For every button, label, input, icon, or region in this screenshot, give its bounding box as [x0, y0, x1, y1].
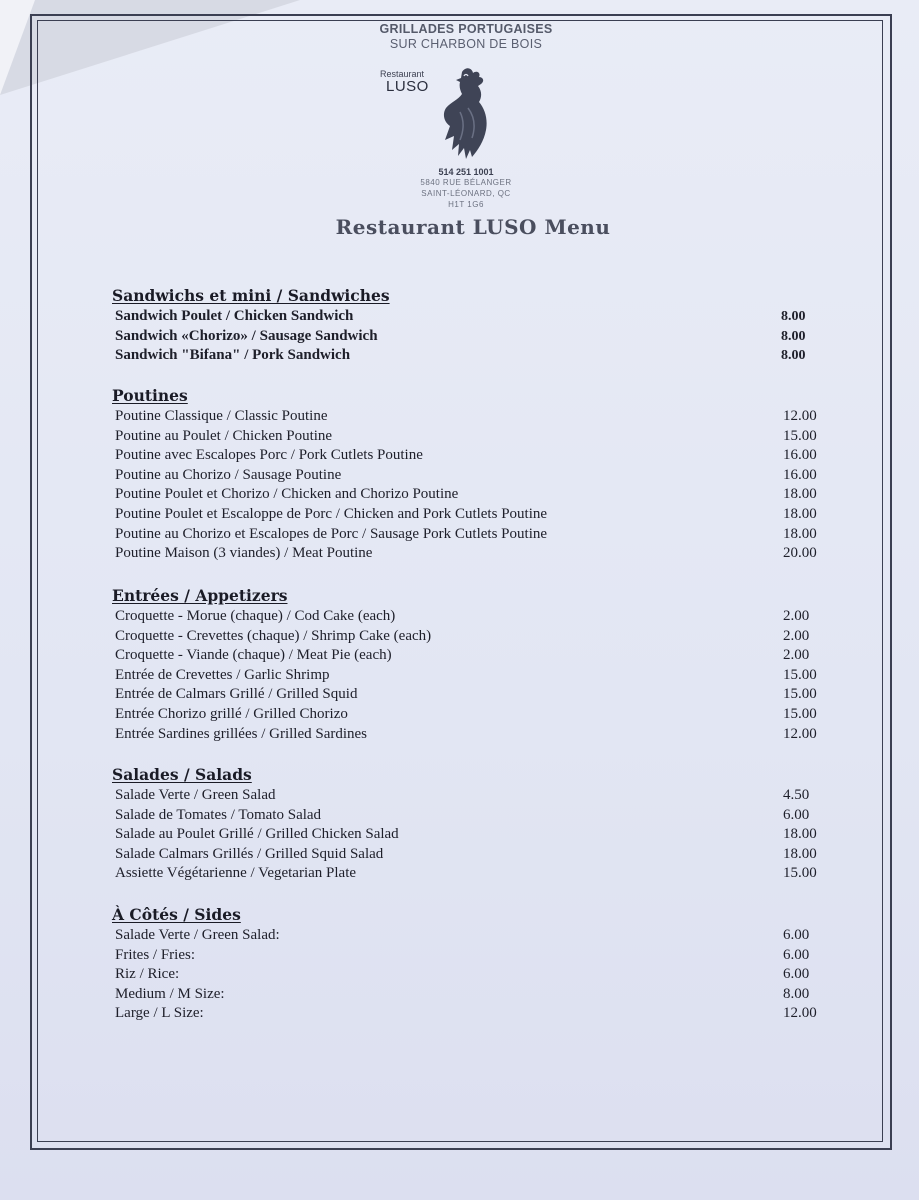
item-price: 2.00 [783, 627, 810, 644]
menu-item [112, 307, 832, 327]
item-name: Frites / Fries: [115, 946, 196, 963]
item-price: 12.00 [783, 408, 817, 424]
rooster-logo-icon [432, 64, 500, 164]
item-name: Salade Verte / Green Salad: [115, 927, 280, 943]
item-name: Croquette - Morue (chaque) / Cod Cake (each) [115, 608, 396, 624]
item-price: 15.00 [783, 666, 817, 683]
item-price: 4.50 [783, 787, 810, 803]
item-price: 8.00 [783, 985, 810, 1002]
item-name: Entrée de Calmars Grillé / Grilled Squid [115, 686, 358, 703]
section-appetizers [112, 585, 832, 744]
address-line1: 5840 RUE BÉLANGER [420, 178, 512, 187]
menu-item [112, 864, 832, 884]
menu-title: Restaurant LUSO Menu [335, 215, 611, 239]
menu-item [112, 466, 832, 486]
menu-item [112, 985, 832, 1005]
item-name: Poutine au Chorizo / Sausage Poutine [115, 466, 342, 483]
item-price: 15.00 [783, 865, 817, 882]
item-name: Poutine Poulet et Chorizo / Chicken and Chorizo Poutine [115, 486, 459, 503]
menu-item [112, 725, 832, 745]
menu-item [112, 705, 832, 725]
logo-restaurant-label: Restaurant [380, 69, 425, 79]
section-title: À Côtés / Sides [112, 905, 241, 924]
menu-item [112, 646, 832, 666]
item-name: Poutine au Chorizo et Escalopes de Porc / Sausage Pork Cutlets Poutine [115, 525, 548, 542]
item-price: 15.00 [783, 705, 817, 722]
item-name: Sandwich Poulet / Chicken Sandwich [115, 308, 354, 324]
menu-item [112, 446, 832, 466]
section-sandwiches [112, 285, 832, 366]
item-price: 18.00 [783, 845, 817, 862]
item-price: 16.00 [783, 447, 817, 464]
section-title: Sandwichs et mini / Sandwiches [112, 286, 390, 305]
item-price: 18.00 [783, 486, 817, 503]
menu-item [112, 946, 832, 966]
menu-item [112, 607, 832, 627]
menu-item [112, 505, 832, 525]
item-price: 18.00 [783, 826, 817, 843]
menu-item [112, 806, 832, 826]
section-title: Entrées / Appetizers [112, 586, 288, 605]
item-price: 8.00 [781, 328, 806, 344]
menu-item [112, 346, 832, 366]
menu-item [112, 627, 832, 647]
item-name: Entrée de Crevettes / Garlic Shrimp [115, 666, 330, 683]
item-price: 18.00 [783, 525, 817, 542]
menu-item [112, 407, 832, 427]
menu-item [112, 965, 832, 985]
item-name: Croquette - Viande (chaque) / Meat Pie (each) [115, 647, 392, 664]
item-price: 18.00 [783, 505, 817, 522]
section-poutines [112, 385, 832, 564]
menu-item [112, 666, 832, 686]
menu-item [112, 685, 832, 705]
item-name: Poutine Classique / Classic Poutine [115, 408, 328, 424]
section-sides [112, 904, 832, 1024]
item-name: Poutine Maison (3 viandes) / Meat Poutine [115, 545, 373, 562]
item-price: 6.00 [783, 806, 810, 823]
item-price: 16.00 [783, 466, 817, 483]
item-name: Poutine avec Escalopes Porc / Pork Cutlets Poutine [115, 447, 423, 464]
address-line2: SAINT-LÉONARD, QC [421, 189, 511, 198]
item-price: 12.00 [783, 1005, 817, 1022]
item-price: 2.00 [783, 608, 810, 624]
item-name: Medium / M Size: [115, 985, 225, 1002]
menu-item [112, 786, 832, 806]
item-price: 20.00 [783, 545, 817, 562]
menu-item [112, 926, 832, 946]
menu-item [112, 825, 832, 845]
logo-name: LUSO [386, 78, 429, 95]
item-name: Salade Verte / Green Salad [115, 787, 276, 803]
item-price: 6.00 [783, 966, 810, 983]
item-name: Salade au Poulet Grillé / Grilled Chicken Salad [115, 826, 399, 843]
menu-item [112, 485, 832, 505]
item-name: Poutine au Poulet / Chicken Poutine [115, 427, 333, 444]
item-name: Riz / Rice: [115, 966, 180, 983]
menu-item [112, 845, 832, 865]
item-name: Assiette Végétarienne / Vegetarian Plate [115, 865, 357, 882]
item-price: 6.00 [783, 946, 810, 963]
tagline-line2: SUR CHARBON DE BOIS [389, 37, 543, 51]
menu-item [112, 525, 832, 545]
item-price: 2.00 [783, 647, 810, 664]
item-price: 8.00 [781, 348, 806, 364]
item-name: Sandwich "Bifana" / Pork Sandwich [115, 347, 351, 364]
phone-number: 514 251 1001 [438, 167, 494, 177]
item-price: 15.00 [783, 427, 817, 444]
menu-item [112, 544, 832, 564]
item-name: Entrée Sardines grillées / Grilled Sardines [115, 725, 368, 742]
item-name: Salade de Tomates / Tomato Salad [115, 806, 322, 823]
item-name: Salade Calmars Grillés / Grilled Squid Salad [115, 845, 384, 862]
item-price: 8.00 [781, 309, 806, 324]
item-name: Entrée Chorizo grillé / Grilled Chorizo [115, 705, 348, 722]
section-title: Poutines [112, 386, 188, 405]
section-title: Salades / Salads [112, 765, 252, 784]
section-salads [112, 764, 832, 884]
item-name: Large / L Size: [115, 1005, 204, 1022]
menu-item [112, 1004, 832, 1024]
menu-header [0, 0, 919, 250]
item-price: 12.00 [783, 725, 817, 742]
item-price: 6.00 [783, 927, 810, 943]
item-name: Poutine Poulet et Escaloppe de Porc / Chicken and Pork Cutlets Poutine [115, 505, 548, 522]
menu-item [112, 327, 832, 347]
item-name: Sandwich «Chorizo» / Sausage Sandwich [115, 327, 378, 344]
menu-item [112, 427, 832, 447]
item-price: 15.00 [783, 686, 817, 703]
tagline-line1: GRILLADES PORTUGAISES [379, 22, 553, 36]
address-line3: H1T 1G6 [448, 200, 484, 209]
item-name: Croquette - Crevettes (chaque) / Shrimp Cake (each) [115, 627, 432, 644]
